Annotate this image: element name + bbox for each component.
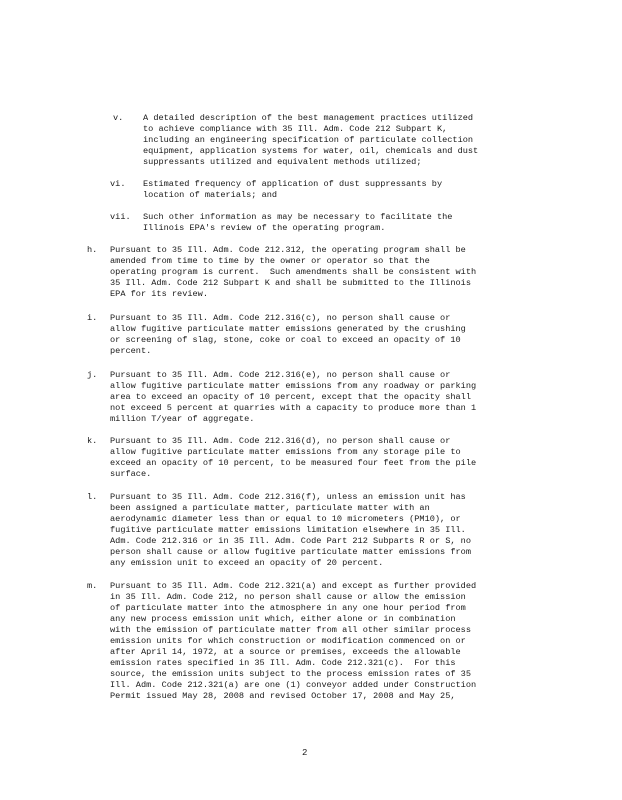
item-line: any emission unit to exceed an opacity of 20 percent.	[110, 558, 384, 568]
item-line: to achieve compliance with 35 Ill. Adm. Code 212 Subpart K,	[143, 124, 448, 134]
item-line: surface.	[110, 469, 152, 479]
item-line: A detailed description of the best management practices utilized	[143, 113, 474, 123]
item-line: or screening of slag, stone, coke or coal to exceed an opacity of 10	[110, 335, 461, 345]
item-line: Pursuant to 35 Ill. Adm. Code 212.316(f), unless an emission unit has	[110, 492, 466, 502]
item-line: emission units for which construction or modification commenced on or	[110, 636, 466, 646]
item-label: i.	[87, 313, 98, 323]
item-line: allow fugitive particulate matter emissions from any roadway or parking	[110, 381, 477, 391]
item-line: Permit issued May 28, 2008 and revised October 17, 2008 and May 25,	[110, 691, 456, 701]
item-line: EPA for its review.	[110, 289, 208, 299]
item-line: Illinois EPA's review of the operating program.	[143, 223, 386, 233]
item-line: exceed an opacity of 10 percent, to be measured four feet from the pile	[110, 458, 477, 468]
item-line: Such other information as may be necessary to facilitate the	[143, 212, 453, 222]
item-line: Pursuant to 35 Ill. Adm. Code 212.321(a) and except as further provided	[110, 581, 477, 591]
item-line: equipment, application systems for water, oil, chemicals and dust	[143, 146, 479, 156]
item-line: location of materials; and	[143, 190, 278, 200]
item-line: after April 14, 1972, at a source or premises, exceeds the allowable	[110, 647, 461, 657]
item-line: Ill. Adm. Code 212.321(a) are one (1) conveyor added under Construction	[110, 680, 477, 690]
item-line: Pursuant to 35 Ill. Adm. Code 212.316(e), no person shall cause or	[110, 370, 451, 380]
item-line: operating program is current. Such amendments shall be consistent with	[110, 267, 477, 277]
item-line: emission rates specified in 35 Ill. Adm. Code 212.321(c). For this	[110, 658, 456, 668]
item-line: million T/year of aggregate.	[110, 414, 255, 424]
item-label: j.	[87, 370, 98, 380]
item-line: Estimated frequency of application of dust suppressants by	[143, 179, 443, 189]
item-label: v.	[113, 113, 124, 123]
item-line: with the emission of particulate matter from all other similar process	[110, 625, 471, 635]
item-line: aerodynamic diameter less than or equal to 10 micrometers (PM10), or	[110, 514, 461, 524]
item-line: allow fugitive particulate matter emissions from any storage pile to	[110, 447, 461, 457]
item-line: Pursuant to 35 Ill. Adm. Code 212.316(c), no person shall cause or	[110, 313, 451, 323]
item-line: not exceed 5 percent at quarries with a capacity to produce more than 1	[110, 403, 477, 413]
item-line: in 35 Ill. Adm. Code 212, no person shall cause or allow the emission	[110, 592, 466, 602]
item-line: suppressants utilized and equivalent methods utilized;	[143, 157, 422, 167]
page-number: 2	[302, 748, 308, 758]
item-line: percent.	[110, 346, 152, 356]
item-line: Pursuant to 35 Ill. Adm. Code 212.316(d), no person shall cause or	[110, 436, 451, 446]
item-line: area to exceed an opacity of 10 percent, except that the opacity shall	[110, 392, 471, 402]
item-line: fugitive particulate matter emissions limitation elsewhere in 35 Ill.	[110, 525, 466, 535]
item-line: any new process emission unit which, either alone or in combination	[110, 614, 456, 624]
item-line: 35 Ill. Adm. Code 212 Subpart K and shall be submitted to the Illinois	[110, 278, 471, 288]
item-label: vi.	[110, 179, 126, 189]
item-line: including an engineering specification of particulate collection	[143, 135, 474, 145]
item-label: l.	[87, 492, 98, 502]
item-line: source, the emission units subject to the process emission rates of 35	[110, 669, 471, 679]
item-label: h.	[87, 245, 98, 255]
item-line: Pursuant to 35 Ill. Adm. Code 212.312, the operating program shall be	[110, 245, 466, 255]
item-line: person shall cause or allow fugitive particulate matter emissions from	[110, 547, 471, 557]
item-line: Adm. Code 212.316 or in 35 Ill. Adm. Code Part 212 Subparts R or S, no	[110, 536, 471, 546]
item-line: amended from time to time by the owner or operator so that the	[110, 256, 430, 266]
item-line: allow fugitive particulate matter emissions generated by the crushing	[110, 324, 466, 334]
item-label: vii.	[110, 212, 131, 222]
item-label: k.	[87, 436, 98, 446]
item-line: of particulate matter into the atmosphere in any one hour period from	[110, 603, 466, 613]
item-line: been assigned a particulate matter, particulate matter with an	[110, 503, 430, 513]
item-label: m.	[87, 581, 98, 591]
